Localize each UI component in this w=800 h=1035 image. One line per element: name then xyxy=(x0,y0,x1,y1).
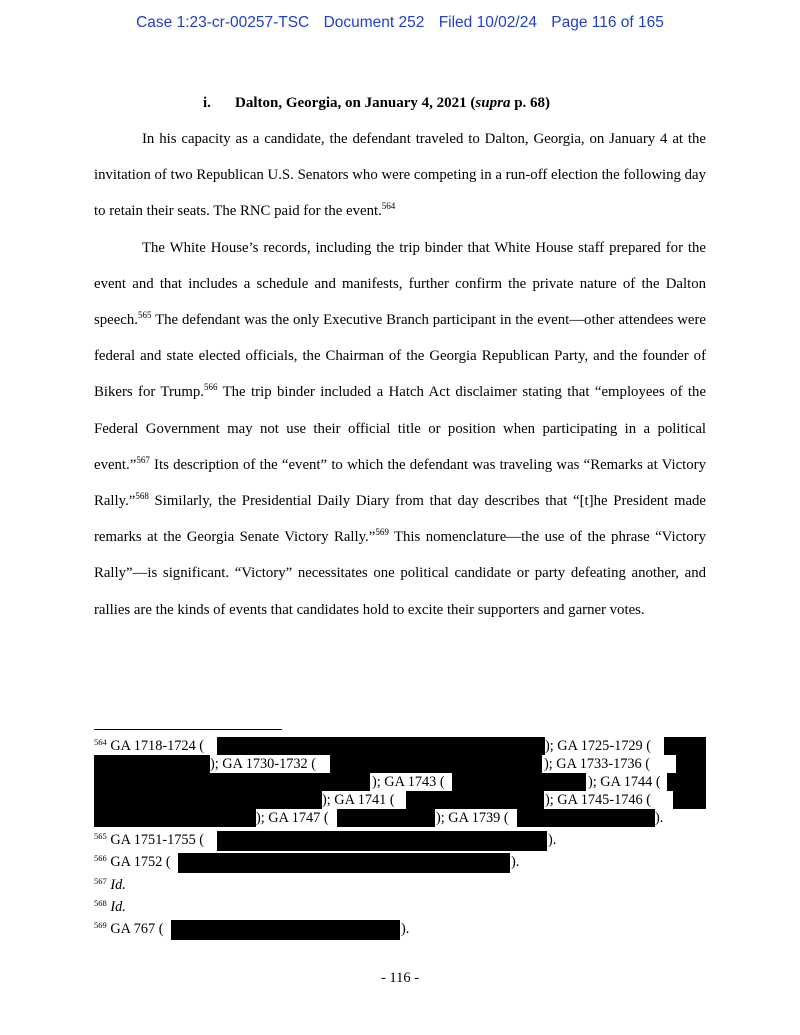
redaction-block xyxy=(452,773,586,791)
footnote-text: ); GA 1739 ( xyxy=(436,810,509,826)
footnote-text: Id. xyxy=(110,877,126,893)
footnote-text: GA 767 ( xyxy=(110,921,164,937)
redaction-block xyxy=(664,737,706,755)
redaction-block xyxy=(217,737,545,755)
redaction-block xyxy=(406,791,544,809)
section-number: i. xyxy=(203,95,211,111)
footnote-text: ); GA 1745-1746 ( xyxy=(545,792,652,808)
footnote-ref[interactable]: 568 xyxy=(135,491,149,502)
body-text xyxy=(94,121,706,628)
footnote-564-line-5 xyxy=(256,809,329,827)
footnote-text: GA 1752 ( xyxy=(110,854,171,870)
footnote-ref[interactable]: 564 xyxy=(381,201,396,212)
footnote-ref[interactable]: 569 xyxy=(375,527,389,538)
paragraph-1-text: In his capacity as a candidate, the defendant traveled to Dalton, Georgia, on January 4 at the invitation of two Republican U.S. Senators who were competing in a run-off election the following day to retain their seats. The RNC paid for the event. xyxy=(94,131,706,220)
section-title-after: p. 68) xyxy=(510,95,551,111)
footnote-text: GA 1718-1724 ( xyxy=(110,738,205,754)
redaction-block xyxy=(330,755,542,773)
redaction-block xyxy=(667,773,706,791)
redaction-block xyxy=(94,755,210,773)
section-title-before: Dalton, Georgia, on January 4, 2021 ( xyxy=(235,95,476,111)
footnote-564-line-5b xyxy=(436,809,509,827)
footnote-text: ). xyxy=(548,832,557,848)
footnote-number: 565 xyxy=(94,831,107,841)
footnote-text: ). xyxy=(511,854,520,870)
paragraph-2 xyxy=(94,230,706,628)
footnote-number: 568 xyxy=(94,898,107,908)
footnote-564-line-3 xyxy=(372,773,445,791)
footnote-567 xyxy=(94,876,126,894)
document-number: Document 252 xyxy=(323,14,425,31)
redaction-block xyxy=(337,809,435,827)
footnote-text: ). xyxy=(401,921,410,937)
footnote-text: ); GA 1741 ( xyxy=(322,792,395,808)
footnote-ref[interactable]: 566 xyxy=(203,382,218,393)
footnote-text: ); GA 1744 ( xyxy=(588,774,661,790)
paragraph-2-s3: The trip binder included a Hatch Act disclaimer stating that “employees of the Federal Government may not use their official title or position when participating in a political event.” xyxy=(94,384,707,473)
footnote-text: ); GA 1733-1736 ( xyxy=(544,756,651,772)
footnote-number: 569 xyxy=(94,920,107,930)
case-header xyxy=(0,14,800,32)
paragraph-2-s5: Similarly, the Presidential Daily Diary from that day describes that “[t]he President made remarks at the Georgia Senate Victory Rally.” xyxy=(94,493,706,546)
redaction-block xyxy=(517,809,655,827)
paragraph-2-s1: The White House’s records, including the trip binder that White House staff prepared for the event and that includes a schedule and manifests, further confirm the private nature of the Dalton speech. xyxy=(94,239,706,329)
footnote-566-end xyxy=(511,853,519,871)
page-number: - 116 - xyxy=(380,970,420,986)
redaction-block xyxy=(171,920,400,940)
footnote-564-line-4b xyxy=(545,791,651,809)
paragraph-2-s4: Its description of the “event” to which the defendant was traveling was “Remarks at Victory Rally.” xyxy=(94,456,706,510)
footnote-ref[interactable]: 565 xyxy=(137,310,152,321)
paragraph-1 xyxy=(94,121,706,230)
footnote-564-line-4 xyxy=(322,791,395,809)
redaction-block xyxy=(673,791,706,809)
redaction-block xyxy=(94,791,322,809)
footnote-566 xyxy=(94,853,171,871)
footnote-number: 566 xyxy=(94,853,107,863)
footnote-564-line-5c xyxy=(655,809,663,827)
footnote-text: ); GA 1743 ( xyxy=(372,774,445,790)
paragraph-2-s6: This nomenclature—the use of the phrase “Victory Rally”—is significant. “Victory” necessitates one political candidate or party defeating another, and rallies are the kinds of events that candidates hold to excite their supporters and garner votes. xyxy=(94,529,706,618)
redaction-block xyxy=(94,773,370,791)
redaction-block xyxy=(94,809,256,827)
redaction-block xyxy=(217,831,547,851)
redaction-block xyxy=(178,853,510,873)
footnote-number: 564 xyxy=(94,737,107,747)
footnote-text: ); GA 1747 ( xyxy=(256,810,329,826)
footnote-564-line-2 xyxy=(210,755,316,773)
footnote-564-line-1 xyxy=(94,737,204,755)
footnote-text: ); GA 1725-1729 ( xyxy=(545,738,652,754)
footnote-569 xyxy=(94,920,164,938)
filed-date: Filed 10/02/24 xyxy=(438,14,537,31)
case-number: Case 1:23-cr-00257-TSC xyxy=(136,14,310,31)
section-heading xyxy=(203,95,550,112)
footnote-569-end xyxy=(401,920,409,938)
footnote-text: ); GA 1730-1732 ( xyxy=(210,756,317,772)
redaction-block xyxy=(676,755,706,773)
footnote-separator xyxy=(94,729,282,730)
footnote-564-line-1b xyxy=(545,737,651,755)
page-count: Page 116 of 165 xyxy=(551,14,664,31)
footnote-text: ). xyxy=(655,810,664,826)
paragraph-2-s2: The defendant was the only Executive Branch participant in the event—other attendees were federal and state elected officials, the Chairman of the Georgia Republican Party, and the founder of Bikers for Trump. xyxy=(94,312,706,401)
footnote-text: GA 1751-1755 ( xyxy=(110,832,205,848)
footnote-564-line-2b xyxy=(544,755,650,773)
footnote-564-line-3b xyxy=(588,773,661,791)
footnote-text: Id. xyxy=(110,899,126,915)
footnote-number: 567 xyxy=(94,876,107,886)
footnote-565-end xyxy=(548,831,556,849)
footnote-ref[interactable]: 567 xyxy=(136,454,150,465)
footnote-565 xyxy=(94,831,204,849)
footnote-568 xyxy=(94,898,126,916)
section-title-italic: supra xyxy=(475,95,511,111)
